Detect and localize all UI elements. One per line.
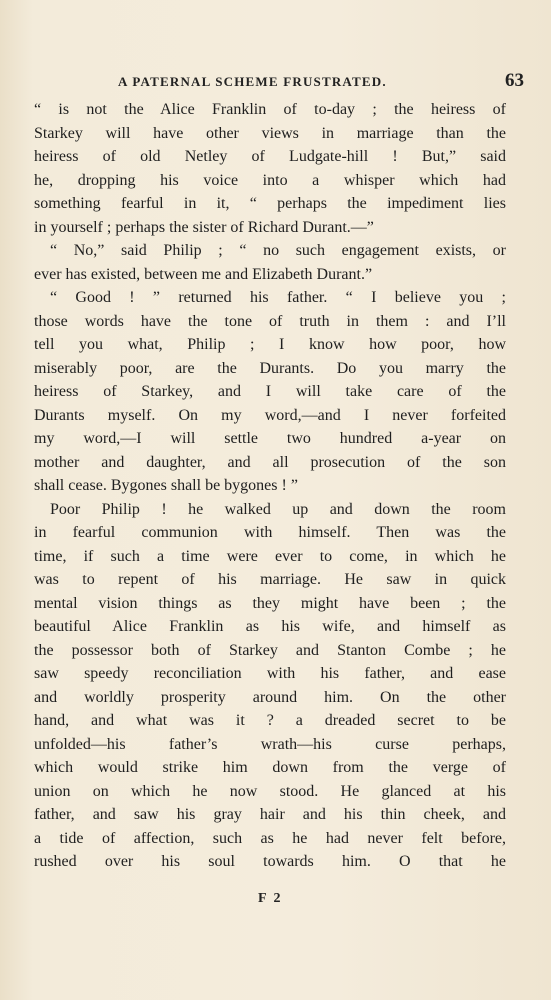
text-line: “ No,” said Philip ; “ no such engagement exists, or <box>50 242 506 259</box>
printer-signature: F 2 <box>258 891 283 906</box>
text-line: saw speedy reconciliation with his father, and ease <box>34 665 506 682</box>
text-line: was to repent of his marriage. He saw in quick <box>34 571 506 588</box>
text-line: unfolded—his father’s wrath—his curse perhaps, <box>34 735 506 753</box>
page-header <box>34 66 524 94</box>
text-line: Starkey will have other views in marriage than the <box>34 124 506 142</box>
text-line: mother and daughter, and all prosecution of the son <box>34 453 506 471</box>
text-line: heiress of Starkey, and I will take care of the <box>34 383 506 400</box>
page-number: 63 <box>505 70 524 91</box>
body-text <box>34 98 506 874</box>
text-line: my word,—I will settle two hundred a-year on <box>34 430 506 447</box>
text-line: tell you what, Philip ; I know how poor, how <box>34 336 506 353</box>
running-title: A PATERNAL SCHEME FRUSTRATED. <box>118 74 387 89</box>
text-line: “ is not the Alice Franklin of to-day ; the heiress of <box>34 101 506 118</box>
text-line: miserably poor, are the Durants. Do you marry the <box>34 359 506 377</box>
text-line: ever has existed, between me and Elizabeth Durant.” <box>34 265 373 283</box>
text-line: father, and saw his gray hair and his thin cheek, and <box>34 806 506 823</box>
text-line: union on which he now stood. He glanced at his <box>34 782 506 800</box>
text-line: the possessor both of Starkey and Stanton Combe ; he <box>34 641 506 659</box>
text-line: Poor Philip ! he walked up and down the room <box>50 500 506 518</box>
text-line: which would strike him down from the verge of <box>34 759 506 776</box>
text-line: mental vision things as they might have been ; the <box>34 594 506 612</box>
text-line: those words have the tone of truth in them : and I’ll <box>34 312 506 330</box>
text-line: in fearful communion with himself. Then was the <box>34 524 506 541</box>
text-line: rushed over his soul towards him. O that he <box>34 853 506 870</box>
text-line: and worldly prosperity around him. On the other <box>34 688 506 706</box>
text-line: in yourself ; perhaps the sister of Richard Durant.—” <box>34 218 374 236</box>
text-line: something fearful in it, “ perhaps the impediment lies <box>34 195 506 212</box>
text-line: hand, and what was it ? a dreaded secret to be <box>34 712 506 729</box>
text-line: Durants myself. On my word,—and I never forfeited <box>34 406 506 424</box>
text-line: shall cease. Bygones shall be bygones ! ” <box>34 477 298 494</box>
text-line: “ Good ! ” returned his father. “ I believe you ; <box>50 289 506 306</box>
text-line: a tide of affection, such as he had never felt before, <box>34 829 506 847</box>
text-line: time, if such a time were ever to come, in which he <box>34 547 506 565</box>
text-line: heiress of old Netley of Ludgate-hill ! But,” said <box>34 148 506 165</box>
text-line: he, dropping his voice into a whisper which had <box>34 171 506 189</box>
text-line: beautiful Alice Franklin as his wife, and himself as <box>34 618 506 635</box>
